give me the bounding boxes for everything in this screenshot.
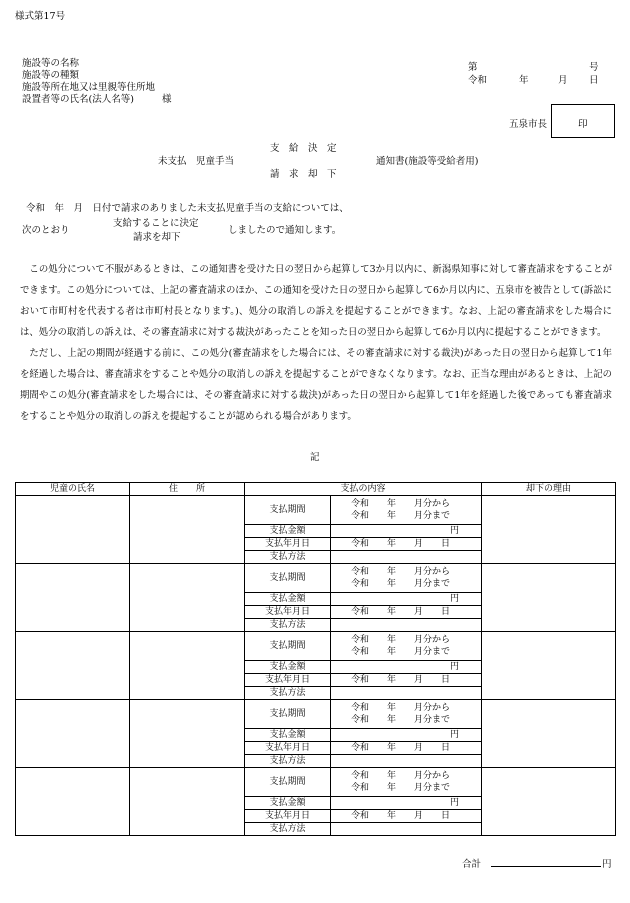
payment-method-value[interactable] xyxy=(331,687,482,700)
doc-no-prefix: 第 xyxy=(468,62,478,73)
payment-method-label: 支払方法 xyxy=(245,687,331,700)
period-value[interactable] xyxy=(331,632,482,661)
issue-date-era: 令和 xyxy=(468,75,488,86)
amount-label: 支払金額 xyxy=(245,593,331,606)
amount-value[interactable] xyxy=(331,661,482,674)
period-from: 令和 年 月分から xyxy=(351,703,451,713)
issue-date-month: 月 xyxy=(558,75,568,86)
payment-date-value[interactable]: 令和 年 月 日 xyxy=(331,742,482,755)
child-name-cell[interactable] xyxy=(16,496,130,564)
amount-value[interactable] xyxy=(331,593,482,606)
intro-option-reject: 請求を却下 xyxy=(133,232,181,243)
form-number: 様式第17号 xyxy=(15,11,66,22)
payment-date-value[interactable]: 令和 年 月 日 xyxy=(331,674,482,687)
table-row xyxy=(16,564,616,593)
reject-reason-cell[interactable] xyxy=(482,632,616,700)
period-label: 支払期間 xyxy=(245,768,331,797)
payment-method-label: 支払方法 xyxy=(245,551,331,564)
doc-no-suffix: 号 xyxy=(589,62,599,73)
facility-name-label: 施設等の名称 xyxy=(22,58,80,69)
reject-reason-cell[interactable] xyxy=(482,496,616,564)
issue-date-day: 日 xyxy=(589,75,599,86)
period-label: 支払期間 xyxy=(245,632,331,661)
payment-method-value[interactable] xyxy=(331,755,482,768)
payment-date-label: 支払年月日 xyxy=(245,810,331,823)
period-value[interactable] xyxy=(331,564,482,593)
facility-type-label: 施設等の種類 xyxy=(22,70,80,81)
table-row xyxy=(16,632,616,661)
appeal-paragraph: この処分について不服があるときは、この通知書を受けた日の翌日から起算して3か月以内に、新潟県知事に対して審査請求をすることができます。この処分については、上記の審査請求のほか、この通知を受けた日の翌日から起算して6か月以内に、五泉市を被告として(訴訟において市町村を代表する者は市町村長となります。)、処分の取消しの訴えを提起することができます。なお、上記の審査請求をした場合には、処分の取消しの訴えは、その審査請求に対する裁決があったことを知った日の翌日から起算して6か月以内に提起することができます。 xyxy=(20,264,612,338)
payment-date-value[interactable]: 令和 年 月 日 xyxy=(331,538,482,551)
intro-line-2-right: しましたので通知します。 xyxy=(228,225,342,236)
payment-method-value[interactable] xyxy=(331,551,482,564)
header-address: 住 所 xyxy=(130,483,245,496)
total-field[interactable] xyxy=(491,866,601,867)
header-child-name: 児童の氏名 xyxy=(16,483,130,496)
seal-label: 印 xyxy=(578,119,588,130)
period-from: 令和 年 月分から xyxy=(351,499,451,509)
amount-label: 支払金額 xyxy=(245,661,331,674)
period-to: 令和 年 月分まで xyxy=(351,783,451,793)
payment-method-value[interactable] xyxy=(331,823,482,836)
total-label: 合計 xyxy=(462,859,482,870)
period-to: 令和 年 月分まで xyxy=(351,511,451,521)
amount-value[interactable] xyxy=(331,797,482,810)
facility-address-label: 施設等所在地又は里親等住所地 xyxy=(22,82,156,93)
child-name-cell[interactable] xyxy=(16,564,130,632)
payment-method-label: 支払方法 xyxy=(245,823,331,836)
appeal-paragraph: ただし、上記の期間が経過する前に、この処分(審査請求をした場合には、その審査請求に対する裁決)があった日の翌日から起算して1年を経過した場合は、審査請求をすることや処分の取消しの訴えを提起することができなくなります。なお、正当な理由があるときは、上記の期間やこの処分(審査請求をした場合には、その審査請求に対する裁決)があった日の翌日から起算して1年を経過した後であっても審査請求をすることや処分の取消しの訴えを提起することが認められる場合があります。 xyxy=(20,348,612,422)
period-from: 令和 年 月分から xyxy=(351,635,451,645)
period-value[interactable] xyxy=(331,496,482,525)
amount-unit: 円 xyxy=(450,526,460,536)
period-from: 令和 年 月分から xyxy=(351,567,451,577)
address-cell[interactable] xyxy=(130,632,245,700)
header-reject-reason: 却下の理由 xyxy=(482,483,616,496)
payment-date-label: 支払年月日 xyxy=(245,538,331,551)
founder-name-label: 設置者等の氏名(法人名等) xyxy=(22,94,134,105)
address-cell[interactable] xyxy=(130,768,245,836)
amount-label: 支払金額 xyxy=(245,525,331,538)
amount-value[interactable] xyxy=(331,525,482,538)
ki-heading: 記 xyxy=(310,452,320,463)
amount-unit: 円 xyxy=(450,730,460,740)
payment-table xyxy=(15,482,616,836)
payment-method-value[interactable] xyxy=(331,619,482,632)
title-left: 未支払 児童手当 xyxy=(158,156,235,167)
address-cell[interactable] xyxy=(130,496,245,564)
period-value[interactable] xyxy=(331,700,482,729)
issue-date-year: 年 xyxy=(519,75,529,86)
period-to: 令和 年 月分まで xyxy=(351,647,451,657)
table-row xyxy=(16,496,616,525)
address-cell[interactable] xyxy=(130,700,245,768)
address-cell[interactable] xyxy=(130,564,245,632)
intro-option-decide: 支給することに決定 xyxy=(113,218,199,229)
payment-date-label: 支払年月日 xyxy=(245,606,331,619)
amount-unit: 円 xyxy=(450,798,460,808)
payment-method-label: 支払方法 xyxy=(245,755,331,768)
table-row xyxy=(16,700,616,729)
title-option-reject: 請 求 却 下 xyxy=(270,169,337,180)
child-name-cell[interactable] xyxy=(16,700,130,768)
child-name-cell[interactable] xyxy=(16,632,130,700)
table-header-row xyxy=(16,483,616,496)
intro-line-1: 令和 年 月 日付で請求のありました未支払児童手当の支給については、 xyxy=(26,203,349,214)
period-label: 支払期間 xyxy=(245,564,331,593)
period-to: 令和 年 月分まで xyxy=(351,715,451,725)
table-row xyxy=(16,768,616,797)
payment-date-value[interactable]: 令和 年 月 日 xyxy=(331,810,482,823)
honorific: 様 xyxy=(162,94,172,105)
period-label: 支払期間 xyxy=(245,700,331,729)
intro-line-2-left: 次のとおり xyxy=(22,225,70,236)
title-right: 通知書(施設等受給者用) xyxy=(376,156,479,167)
appeal-notice xyxy=(20,259,612,427)
issuer-name: 五泉市長 xyxy=(509,119,548,130)
child-name-cell[interactable] xyxy=(16,768,130,836)
title-option-decide: 支 給 決 定 xyxy=(270,143,337,154)
period-label: 支払期間 xyxy=(245,496,331,525)
period-to: 令和 年 月分まで xyxy=(351,579,451,589)
period-from: 令和 年 月分から xyxy=(351,771,451,781)
amount-label: 支払金額 xyxy=(245,729,331,742)
amount-unit: 円 xyxy=(450,662,460,672)
amount-value[interactable] xyxy=(331,729,482,742)
total-unit: 円 xyxy=(602,859,612,870)
reject-reason-cell[interactable] xyxy=(482,564,616,632)
amount-label: 支払金額 xyxy=(245,797,331,810)
amount-unit: 円 xyxy=(450,594,460,604)
payment-method-label: 支払方法 xyxy=(245,619,331,632)
header-payment-details: 支払の内容 xyxy=(245,483,482,496)
period-value[interactable] xyxy=(331,768,482,797)
reject-reason-cell[interactable] xyxy=(482,700,616,768)
reject-reason-cell[interactable] xyxy=(482,768,616,836)
payment-date-value[interactable]: 令和 年 月 日 xyxy=(331,606,482,619)
payment-date-label: 支払年月日 xyxy=(245,674,331,687)
payment-date-label: 支払年月日 xyxy=(245,742,331,755)
